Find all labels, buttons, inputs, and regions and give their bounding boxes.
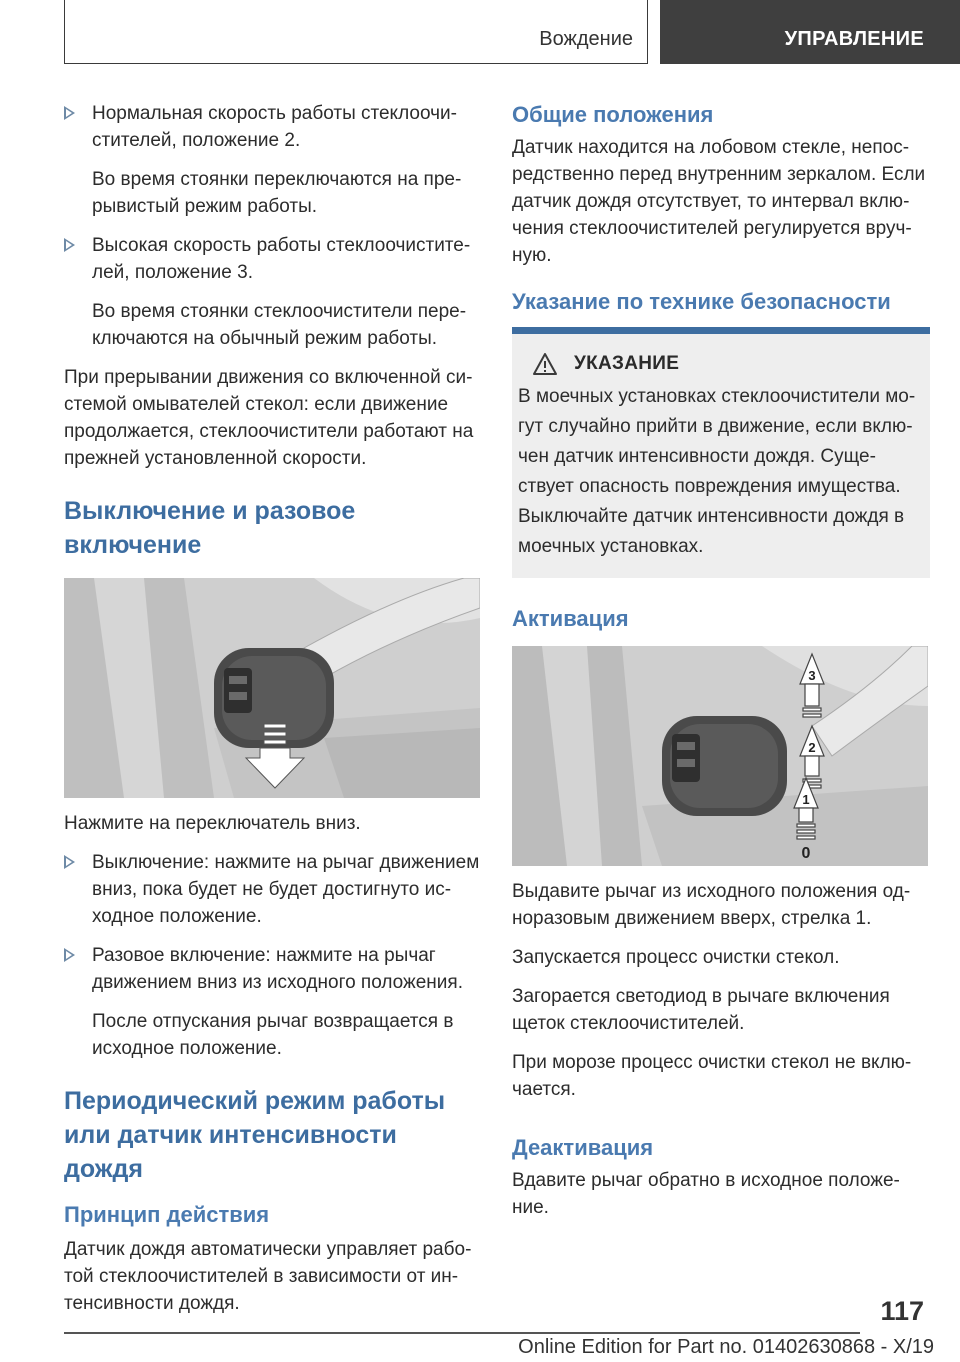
warning-text: В моечных установках стеклоочистители могут случайно прийти в движение, если включен датчик интенсивности дождя. Существует опасность повреждения имущества. Выключайте датчик интенсивности дождя в моечных установках. [518,386,916,557]
header-chapter-tab [660,0,960,64]
header-chapter-label: УПРАВЛЕНИЕ [784,28,924,50]
paragraph: Датчик дождя автоматически управляет работой стеклоочистителей в зависимости от интенсивности дождя. [64,1239,472,1314]
list-item [64,232,482,286]
lever-down-svg [64,578,480,798]
bullet-subtext: Во время стоянки стеклоочистители переключаются на обычный режим работы. [92,301,467,349]
lever-up-svg [512,646,928,866]
page-number: 117 [880,1296,924,1326]
warning-title: УКАЗАНИЕ [574,353,680,374]
paragraph: При прерывании движения со включенной системой омывателей стекол: если движение продолжается, стеклоочистители работают на прежней установленной скорости. [64,367,474,469]
bullet-text: Высокая скорость работы стеклоочистителей, положение 3. [92,235,471,283]
triangle-bullet-icon [64,948,75,962]
subsection-heading-activation: Активация [512,606,629,631]
subsection-heading-deactivation: Деактивация [512,1135,654,1160]
warning-header [532,352,916,376]
paragraph: Запускается процесс очистки стекол. [512,947,840,968]
figure-caption: Нажмите на переключатель вниз. [64,813,361,834]
paragraph: Выдавите рычаг из исходного положения одноразовым движением вверх, стрелка 1. [512,881,911,929]
warning-triangle-icon [532,352,558,376]
header-section-tab [64,0,648,64]
triangle-bullet-icon [64,855,75,869]
paragraph: Загорается светодиод в рычаге включения щеток стеклоочистителей. [512,986,890,1034]
list-item [64,942,482,996]
position-label-3: 3 [808,668,816,683]
left-column [64,100,482,1329]
bullet-subtext: После отпускания рычаг возвращается в исходное положение. [92,1011,454,1059]
position-label-1: 1 [802,792,810,807]
header-section-label: Вождение [539,28,633,50]
triangle-bullet-icon [64,106,75,120]
lever-down-illustration [64,578,480,798]
subsection-heading-general: Общие положения [512,102,714,127]
section-heading-interval: Периодический режим работы или датчик интенсивности дождя [64,1087,446,1183]
position-label-2: 2 [808,740,816,755]
subsection-heading-safety: Указание по технике безопасности [512,289,891,314]
list-item [64,849,482,930]
paragraph: При морозе процесс очистки стекол не включается. [512,1052,912,1100]
paragraph: Вдавите рычаг обратно в исходное положение. [512,1170,900,1218]
list-item [64,100,482,154]
bullet-text: Нормальная скорость работы стеклоочистителей, положение 2. [92,103,457,151]
lever-up-illustration [512,646,928,866]
bullet-text: Разовое включение: нажмите на рычаг движением вниз из исходного положения. [92,945,463,993]
section-heading-off: Выключение и разовое включение [64,497,356,559]
footer-divider [64,1332,860,1334]
footer-edition: Online Edition for Part no. 01402630868 - X/19 [518,1336,934,1358]
right-column [512,100,930,1233]
triangle-bullet-icon [64,238,75,252]
bullet-subtext: Во время стоянки переключаются на прерывистый режим работы. [92,169,462,217]
position-label-0: 0 [801,845,811,862]
subsection-heading-principle: Принцип действия [64,1202,270,1227]
bullet-text: Выключение: нажмите на рычаг движением вниз, пока будет не будет достигнуто исходное положение. [92,852,480,927]
warning-box [512,327,930,578]
paragraph: Датчик находится на лобовом стекле, непосредственно перед внутренним зеркалом. Если датчик дождя отсутствует, то интервал включения стеклоочистителей регулируется вручную. [512,137,926,266]
